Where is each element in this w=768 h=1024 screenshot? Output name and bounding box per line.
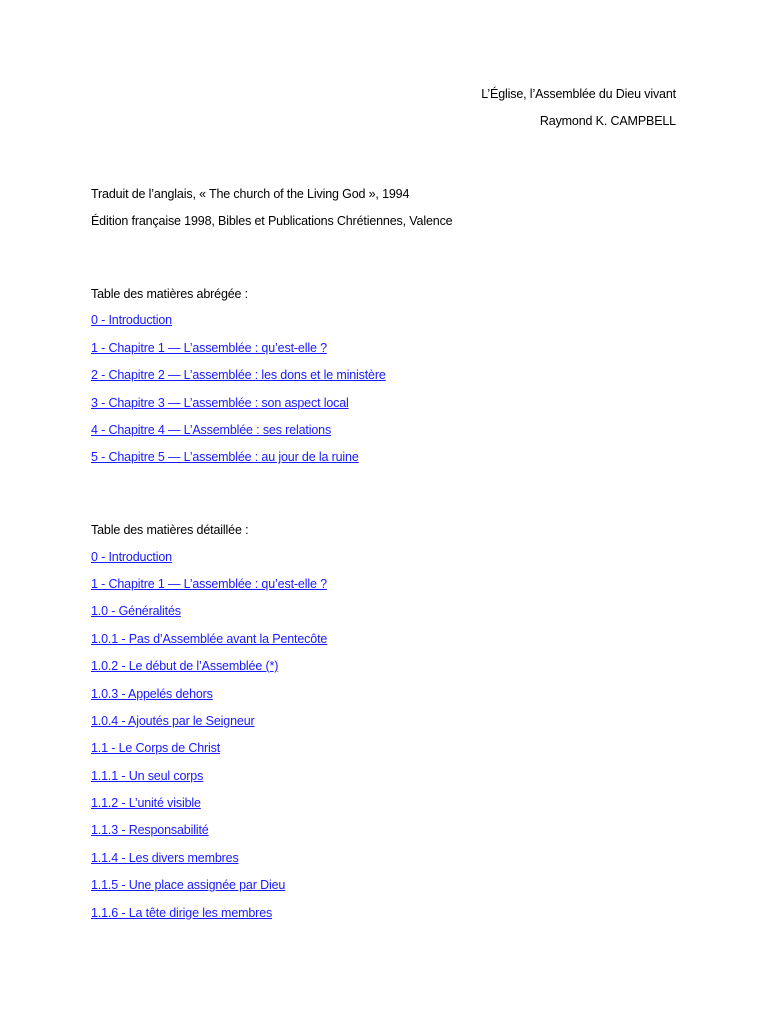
translation-note: Traduit de l’anglais, « The church of the Living God », 1994 <box>91 187 410 201</box>
toc-detailed-link[interactable]: 1.1.6 - La tête dirige les membres <box>91 906 273 920</box>
document-title: L’Église, l’Assemblée du Dieu vivant <box>481 87 676 101</box>
toc-detailed-link[interactable]: 0 - Introduction <box>91 550 172 564</box>
toc-short-link[interactable]: 2 - Chapitre 2 — L’assemblée : les dons et le ministère <box>91 368 386 382</box>
toc-short-heading: Table des matières abrégée : <box>91 287 249 301</box>
toc-detailed-link[interactable]: 1.1.2 - L’unité visible <box>91 796 201 810</box>
toc-short-link[interactable]: 4 - Chapitre 4 — L’Assemblée : ses relations <box>91 423 332 437</box>
toc-detailed-link[interactable]: 1.1.4 - Les divers membres <box>91 851 239 865</box>
toc-detailed-link[interactable]: 1.0 - Généralités <box>91 604 181 618</box>
toc-detailed-link[interactable]: 1.0.4 - Ajoutés par le Seigneur <box>91 714 255 728</box>
document-author: Raymond K. CAMPBELL <box>539 114 676 128</box>
toc-short-link[interactable]: 5 - Chapitre 5 — L’assemblée : au jour de la ruine <box>91 450 359 464</box>
toc-short-link[interactable]: 3 - Chapitre 3 — L’assemblée : son aspect local <box>91 396 349 410</box>
toc-short-link[interactable]: 0 - Introduction <box>91 313 172 327</box>
toc-detailed-link[interactable]: 1.1.1 - Un seul corps <box>91 769 204 783</box>
toc-detailed-heading: Table des matières détaillée : <box>91 523 249 537</box>
toc-detailed-link[interactable]: 1.0.1 - Pas d’Assemblée avant la Pentecôte <box>91 632 328 646</box>
toc-detailed-link[interactable]: 1 - Chapitre 1 — L’assemblée : qu’est-elle ? <box>91 577 327 591</box>
toc-detailed-link[interactable]: 1.1.3 - Responsabilité <box>91 823 209 837</box>
toc-short-link[interactable]: 1 - Chapitre 1 — L’assemblée : qu’est-elle ? <box>91 341 327 355</box>
toc-detailed-link[interactable]: 1.1.5 - Une place assignée par Dieu <box>91 878 286 892</box>
toc-detailed-link[interactable]: 1.1 - Le Corps de Christ <box>91 741 221 755</box>
toc-detailed-link[interactable]: 1.0.2 - Le début de l’Assemblée (*) <box>91 659 279 673</box>
toc-detailed-link[interactable]: 1.0.3 - Appelés dehors <box>91 687 213 701</box>
edition-note: Édition française 1998, Bibles et Publications Chrétiennes, Valence <box>91 214 453 228</box>
